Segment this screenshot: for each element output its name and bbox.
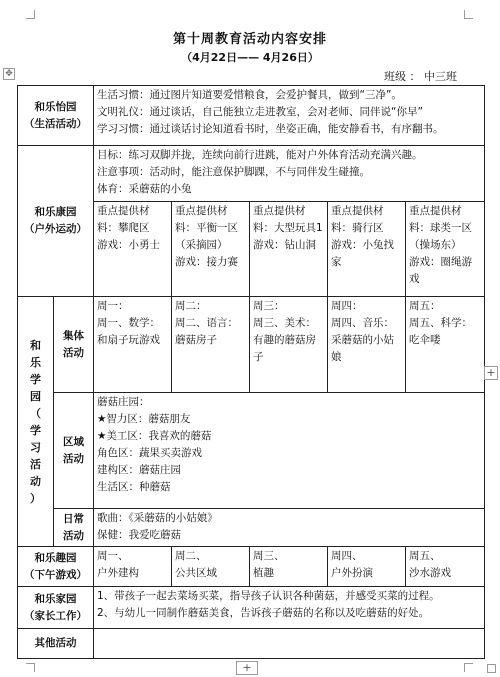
health-station <box>94 202 172 297</box>
area-line: 建构区：蘑菇庄园 <box>97 464 181 476</box>
area-line: 生活区：种蘑菇 <box>97 481 171 493</box>
area-line: ★美工区：我喜欢的蘑菇 <box>97 430 212 442</box>
health-label-line-2: （户外运动） <box>24 223 87 235</box>
learning-section-label <box>18 297 54 547</box>
area-label-text: 区域 活动 <box>63 435 84 465</box>
group-day-text: 周五： 周五、科学：吃伞喽 <box>409 300 472 346</box>
family-section-label <box>18 587 94 629</box>
fun-day <box>172 547 250 587</box>
life-line: 学习习惯：通过谈话讨论知道看书时，坐姿正确，能安静看书，有序翻书。 <box>97 123 444 135</box>
daily-line: 保健：我爱吃蘑菇 <box>97 529 181 541</box>
daily-content <box>94 509 485 547</box>
class-label: 班级 ： 中三班 <box>384 70 457 83</box>
group-day <box>406 297 485 393</box>
health-line: 注意事项：活动时，能注意保护脚踝，不与同伴发生碰撞。 <box>97 166 370 178</box>
date-range: （4月22日—— 4月26日） <box>181 51 319 64</box>
health-station <box>406 202 485 297</box>
fun-day-text: 周五、 沙水游戏 <box>409 550 451 579</box>
family-content <box>94 587 485 629</box>
group-day <box>328 297 406 393</box>
health-station <box>250 202 328 297</box>
table-resize-handle[interactable] <box>487 664 496 673</box>
fun-label-text: 和乐趣园 （下午游戏） <box>24 551 87 581</box>
life-label-line-2: （生活活动） <box>24 117 87 130</box>
fun-day <box>94 547 172 587</box>
page-corner-mark <box>26 10 35 19</box>
health-goals <box>94 146 485 202</box>
page-corner-mark <box>26 663 35 672</box>
area-content <box>94 393 485 509</box>
area-line: 角色区：蔬果买卖游戏 <box>97 447 202 459</box>
station-text: 重点提供材料：球类一区（操场东） 游戏：圈绳游戏 <box>409 205 472 285</box>
life-label-line-1: 和乐怡园 <box>34 100 77 113</box>
health-line: 体育：采蘑菇的小兔 <box>97 183 192 195</box>
other-content <box>94 629 485 659</box>
learning-label-text: 和 乐 学 园 （ 学 习 活 动 ） <box>30 338 41 505</box>
fun-day-text: 周四、 户外扮演 <box>331 550 373 579</box>
fun-day <box>328 547 406 587</box>
schedule-table <box>17 85 485 659</box>
life-line: 生活习惯：通过图片知道要爱惜粮食，会爱护餐具，做到“三净”。 <box>97 89 402 101</box>
fun-section-label <box>18 547 94 587</box>
other-section-label: 其他活动 <box>18 629 94 659</box>
page-title: 第十周教育活动内容安排 <box>172 32 327 47</box>
page-corner-mark <box>464 10 473 19</box>
life-content <box>94 86 485 146</box>
family-label-text: 和乐家园 （家长工作） <box>24 592 87 622</box>
daily-line: 歌曲：《采蘑菇的小姑娘》 <box>97 512 218 524</box>
group-day <box>172 297 250 393</box>
add-row-icon[interactable]: + <box>236 661 258 675</box>
station-text: 重点提供材料：大型玩具1 游戏：钻山洞 <box>253 205 323 251</box>
life-section-label <box>18 86 94 146</box>
daily-activity-label <box>54 509 94 547</box>
group-day <box>94 297 172 393</box>
group-day-text: 周二： 周二、语言：蘑菇房子 <box>175 300 238 346</box>
group-day-text: 周一： 周一、数学：和扇子玩游戏 <box>97 300 160 346</box>
area-activity-label <box>54 393 94 509</box>
fun-day-text: 周二、 公共区域 <box>175 550 217 579</box>
health-station <box>172 202 250 297</box>
page-corner-mark <box>464 663 473 672</box>
health-label-line-1: 和乐康园 <box>34 206 77 218</box>
life-line: 文明礼仪：通过谈话，自己能独立走进教室，会对老师、同伴说“你早” <box>97 106 423 118</box>
station-text: 重点提供材料：骑行区 游戏：小兔找家 <box>331 205 394 268</box>
health-line: 目标：练习双脚并拢，连续向前行进跳，能对户外体育活动充满兴趣。 <box>97 149 423 161</box>
table-move-handle-icon[interactable]: ✥ <box>3 68 15 80</box>
fun-day-text: 周一、 户外建构 <box>97 550 139 579</box>
station-text: 重点提供材料：平衡一区（采摘园） 游戏：接力赛 <box>175 205 238 268</box>
group-day <box>250 297 328 393</box>
daily-label-text: 日常 活动 <box>63 512 84 542</box>
area-line: 蘑菇庄园： <box>97 396 150 408</box>
group-day-text: 周三： 周三、美术：有趣的蘑菇房子 <box>253 300 316 363</box>
add-column-icon[interactable]: + <box>484 366 498 380</box>
fun-day <box>406 547 485 587</box>
fun-day-text: 周三、 植趣 <box>253 550 285 579</box>
health-station <box>328 202 406 297</box>
family-line: 2、与幼儿一同制作蘑菇美食，告诉孩子蘑菇的名称以及吃蘑菇的好处。 <box>97 607 430 619</box>
group-day-text: 周四： 周四、音乐：采蘑菇的小姑娘 <box>331 300 394 363</box>
group-label-text: 集体 活动 <box>63 329 84 359</box>
health-section-label <box>18 146 94 297</box>
family-line: 1、带孩子一起去菜场买菜，指导孩子认识各种菌菇，并感受买菜的过程。 <box>97 590 440 602</box>
fun-day <box>250 547 328 587</box>
area-line: ★智力区：蘑菇朋友 <box>97 413 191 425</box>
group-activity-label <box>54 297 94 393</box>
station-text: 重点提供材料：攀爬区 游戏：小勇士 <box>97 205 160 251</box>
